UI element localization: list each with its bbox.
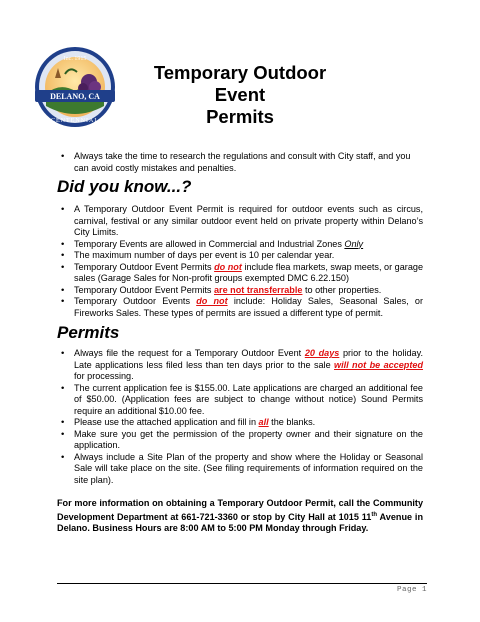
list-item: • Temporary Outdoor Events do not include: Holiday Sales, Seasonal Sales, or Fireworks Sales. These types of permits are issued a different type of permit. [57, 296, 423, 319]
list-item: • The current application fee is $155.00. Late applications are charged an additional fee of $50.00. (Application fees are subject to change without notice) Sound Permits require an additional $10.00 fee. [57, 383, 423, 418]
did-you-know-list [57, 204, 423, 319]
emphasis-do-not: do not [214, 261, 242, 272]
seal-bottom-text: CENTENNIAL [51, 118, 99, 124]
city-seal-logo [25, 44, 125, 130]
list-item: • Please use the attached application and fill in all the blanks. [57, 417, 423, 429]
list-item: • Temporary Outdoor Event Permits are not transferrable to other properties. [57, 285, 423, 297]
intro-list [57, 151, 423, 174]
page-title [130, 62, 350, 128]
list-item: • Always include a Site Plan of the property and show where the Holiday or Seasonal Sale will take place on the site. (See filing requirements of information required on the site plan). [57, 452, 423, 487]
seal-top-text: Inc. 1915 [63, 56, 87, 62]
emphasis-not-transferrable: are not transferrable [214, 284, 303, 295]
permits-heading: Permits [57, 323, 120, 342]
intro-item: • Always take the time to research the regulations and consult with City staff, and you can avoid costly mistakes and penalties. [57, 151, 423, 174]
emphasis-only: Only [344, 238, 364, 249]
permits-list [57, 348, 423, 486]
list-item: • Temporary Outdoor Event Permits do not include flea markets, swap meets, or garage sales (Garage Sales for Non-profit groups exempted DMC 6.22.150) [57, 262, 423, 285]
list-item: • Make sure you get the permission of the property owner and their signature on the application. [57, 429, 423, 452]
contact-info: For more information on obtaining a Temporary Outdoor Permit, call the Community Development Department at 661-721-3360 or stop by City Hall at 1015 11th Avenue in Delano. Business Hours are 8:00 AM to 5:00 PM Monday through Friday. [57, 498, 423, 534]
title-line-2: Permits [206, 106, 274, 127]
list-item: • Temporary Events are allowed in Commercial and Industrial Zones Only [57, 239, 423, 251]
title-line-1: Temporary Outdoor Event [153, 62, 327, 105]
did-you-know-heading: Did you know...? [57, 177, 192, 196]
list-item: • The maximum number of days per event is 10 per calendar year. [57, 250, 423, 262]
page-number: Page 1 [396, 586, 427, 594]
emphasis-not-accepted: will not be accepted [334, 359, 423, 370]
list-item: • Always file the request for a Temporary Outdoor Event 20 days prior to the holiday. Late applications less filed less than ten days prior to the sale will not be accepted for processing. [57, 348, 423, 383]
emphasis-20-days: 20 days [304, 348, 340, 358]
emphasis-all: all [258, 417, 269, 427]
seal-banner-text: DELANO, CA [50, 92, 100, 101]
list-item: • A Temporary Outdoor Event Permit is required for outdoor events such as circus, carnival, festival or any similar outdoor event held on private property within Delano’s City Limits. [57, 204, 423, 239]
emphasis-do-not: do not [196, 296, 228, 306]
footer-divider [57, 583, 427, 584]
